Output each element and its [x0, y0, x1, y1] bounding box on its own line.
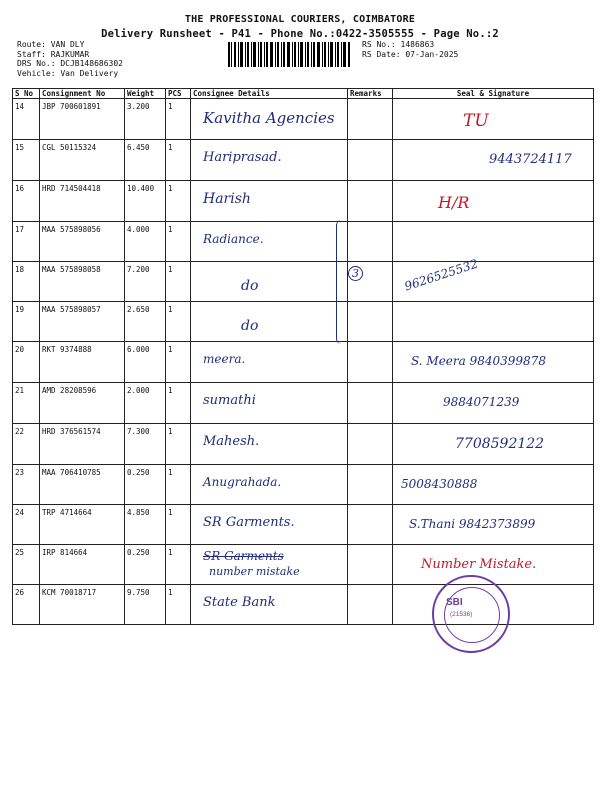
consignee-handwriting: Harish [203, 191, 251, 207]
cell-pcs: 1 [166, 465, 191, 505]
cell-sno: 16 [13, 181, 40, 222]
cell-sno: 21 [13, 383, 40, 424]
cell-weight: 4.850 [125, 505, 166, 545]
drs-no: DRS No.: DCJB148686302 [17, 59, 123, 68]
cell-consignment: JBP 700601891 [40, 99, 125, 140]
cell-sno: 17 [13, 222, 40, 262]
signature-handwriting: H/R [438, 193, 470, 212]
consignee-handwriting: Hariprasad. [203, 150, 282, 165]
table-row [13, 465, 594, 505]
cell-weight: 10.400 [125, 181, 166, 222]
cell-pcs: 1 [166, 342, 191, 383]
table-header-row [13, 89, 594, 99]
col-pcs: PCS [166, 89, 191, 99]
cell-weight: 0.250 [125, 465, 166, 505]
cell-consignee [191, 140, 348, 181]
cell-consignee [191, 262, 348, 302]
table-row [13, 222, 594, 262]
runsheet-table [12, 88, 594, 625]
cell-weight: 0.250 [125, 545, 166, 585]
col-remarks: Remarks [348, 89, 393, 99]
consignee-handwriting: do [241, 278, 259, 294]
cell-signature [393, 424, 594, 465]
cell-pcs: 1 [166, 545, 191, 585]
cell-remarks [348, 140, 393, 181]
cell-remarks [348, 424, 393, 465]
cell-remarks [348, 505, 393, 545]
cell-consignee [191, 222, 348, 262]
signature-handwriting: Number Mistake. [421, 557, 537, 572]
runsheet-subtitle: Delivery Runsheet - P41 - Phone No.:0422-3505555 - Page No.:2 [101, 28, 499, 40]
cell-weight: 6.000 [125, 342, 166, 383]
cell-consignment: MAA 575898058 [40, 262, 125, 302]
cell-consignment: MAA 575898057 [40, 302, 125, 342]
vehicle: Vehicle: Van Delivery [17, 68, 119, 78]
signature-handwriting: 9626525532 [402, 256, 480, 294]
table-row [13, 262, 594, 302]
cell-sno: 26 [13, 585, 40, 625]
company-title: THE PROFESSIONAL COURIERS, COIMBATORE [184, 14, 416, 25]
consignee-handwriting: SR Garments [203, 549, 284, 563]
cell-weight: 2.650 [125, 302, 166, 342]
cell-sno: 22 [13, 424, 40, 465]
cell-pcs: 1 [166, 181, 191, 222]
cell-remarks [348, 302, 393, 342]
cell-consignee [191, 585, 348, 625]
cell-weight: 7.200 [125, 262, 166, 302]
cell-consignment: AMD 28208596 [40, 383, 125, 424]
signature-handwriting: 5008430888 [401, 477, 478, 491]
cell-remarks [348, 545, 393, 585]
table-row [13, 181, 594, 222]
cell-signature [393, 505, 594, 545]
table-row [13, 302, 594, 342]
cell-pcs: 1 [166, 424, 191, 465]
meta-left [17, 40, 123, 78]
cell-remarks [348, 383, 393, 424]
cell-pcs: 1 [166, 302, 191, 342]
barcode-image [228, 42, 350, 67]
cell-signature [393, 99, 594, 140]
cell-remarks [348, 342, 393, 383]
cell-pcs: 1 [166, 99, 191, 140]
consignee-handwriting: Radiance. [203, 232, 264, 246]
cell-remarks [348, 465, 393, 505]
cell-weight: 4.000 [125, 222, 166, 262]
cell-consignee [191, 505, 348, 545]
cell-pcs: 1 [166, 222, 191, 262]
signature-handwriting: S.Thani 9842373899 [409, 517, 536, 531]
cell-weight: 2.000 [125, 383, 166, 424]
consignee-handwriting: Mahesh. [203, 434, 260, 449]
col-consignment: Consignment No [40, 89, 125, 99]
cell-remarks [348, 181, 393, 222]
cell-weight: 6.450 [125, 140, 166, 181]
cell-consignment: MAA 706410785 [40, 465, 125, 505]
stamp-code: (21536) [450, 611, 473, 618]
cell-pcs: 1 [166, 140, 191, 181]
cell-consignment: IRP 814664 [40, 545, 125, 585]
cell-signature [393, 256, 594, 302]
cell-sno: 19 [13, 302, 40, 342]
table-row [13, 383, 594, 424]
cell-consignment: RKT 9374888 [40, 342, 125, 383]
cell-pcs: 1 [166, 262, 191, 302]
cell-signature [393, 222, 594, 262]
table-row [13, 99, 594, 140]
cell-weight: 3.200 [125, 99, 166, 140]
table-row [13, 505, 594, 545]
cell-consignee [191, 342, 348, 383]
cell-remarks [348, 222, 393, 262]
cell-signature [393, 383, 594, 424]
cell-pcs: 1 [166, 383, 191, 424]
cell-signature [393, 140, 594, 181]
cell-consignee [191, 99, 348, 140]
cell-weight: 9.750 [125, 585, 166, 625]
consignee-handwriting: SR Garments. [203, 515, 295, 530]
cell-signature [393, 302, 594, 342]
cell-consignment: MAA 575898056 [40, 222, 125, 262]
cell-consignment: KCM 70018717 [40, 585, 125, 625]
consignee-handwriting: Kavitha Agencies [203, 109, 335, 127]
table-row [13, 545, 594, 585]
rs-no: RS No.: 1486863 [362, 40, 435, 49]
cell-consignment: CGL 50115324 [40, 140, 125, 181]
signature-handwriting: S. Meera 9840399878 [411, 354, 546, 368]
cell-consignee [191, 181, 348, 222]
cell-signature [393, 342, 594, 383]
consignee-handwriting: Anugrahada. [203, 475, 282, 489]
cell-consignment: HRD 376561574 [40, 424, 125, 465]
consignee-handwriting: sumathi [203, 393, 256, 408]
cell-remarks [348, 585, 393, 625]
cell-sno: 25 [13, 545, 40, 585]
signature-handwriting: 9884071239 [443, 395, 520, 409]
cell-sno: 20 [13, 342, 40, 383]
cell-signature [393, 181, 594, 222]
cell-weight: 7.300 [125, 424, 166, 465]
rs-date: RS Date: 07-Jan-2025 [362, 49, 459, 59]
cell-consignee [191, 424, 348, 465]
cell-sno: 23 [13, 465, 40, 505]
signature-handwriting: TU [463, 111, 489, 131]
meta-right [362, 40, 458, 59]
cell-pcs: 1 [166, 505, 191, 545]
cell-signature [393, 465, 594, 505]
cell-consignee [191, 465, 348, 505]
cell-sno: 24 [13, 505, 40, 545]
cell-consignee [191, 545, 348, 585]
signature-handwriting: 7708592122 [455, 436, 545, 452]
remark-note: 3 [348, 266, 363, 281]
cell-consignment: TRP 4714664 [40, 505, 125, 545]
stamp-logo: SBI [446, 597, 463, 608]
consignee-handwriting: State Bank [203, 595, 276, 610]
table-row [13, 140, 594, 181]
cell-pcs: 1 [166, 585, 191, 625]
cell-signature [393, 545, 594, 585]
consignee-handwriting: do [241, 318, 259, 334]
staff: Staff: RAJKUMAR [17, 49, 90, 59]
cell-sno: 14 [13, 99, 40, 140]
cell-sno: 15 [13, 140, 40, 181]
cell-consignee [191, 302, 348, 342]
table-row [13, 424, 594, 465]
remarks-brace [336, 220, 347, 344]
route: Route: VAN DLY [17, 40, 85, 49]
cell-sno: 18 [13, 262, 40, 302]
consignee-handwriting-2: number mistake [209, 565, 300, 578]
col-sno: S No [13, 89, 40, 99]
consignee-handwriting: meera. [203, 352, 246, 366]
cell-consignee [191, 383, 348, 424]
signature-handwriting: 9443724117 [489, 152, 572, 167]
cell-consignment: HRD 714504418 [40, 181, 125, 222]
col-consignee: Consignee Details [191, 89, 348, 99]
col-weight: Weight [125, 89, 166, 99]
col-signature: Seal & Signature [393, 89, 594, 99]
bank-stamp [432, 575, 510, 653]
cell-remarks [348, 99, 393, 140]
table-row [13, 342, 594, 383]
